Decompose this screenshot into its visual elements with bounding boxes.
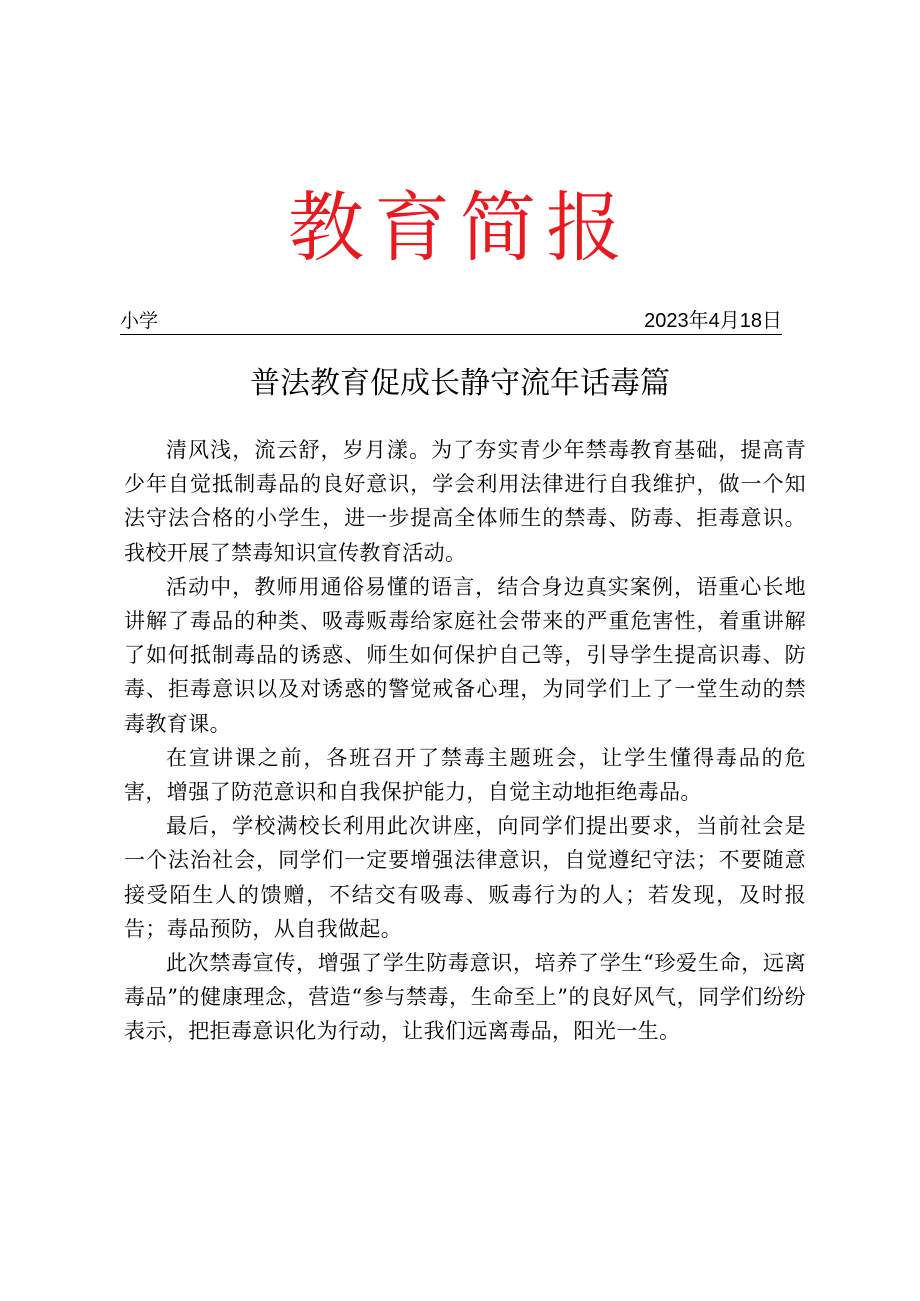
paragraph: 清风浅，流云舒，岁月漾。为了夯实青少年禁毒教育基础，提高青少年自觉抵制毒品的良好意识，学会利用法律进行自我维护，做一个知法守法合格的小学生，进一步提高全体师生的禁毒、防毒、拒毒意识。我校开展了禁毒知识宣传教育活动。	[124, 438, 806, 565]
paragraph: 此次禁毒宣传，增强了学生防毒意识，培养了学生“珍爱生命，远离毒品”的健康理念，营造“参与禁毒，生命至上”的良好风气，同学们纷纷表示，把拒毒意识化为行动，让我们远离毒品，阳光一生。	[124, 951, 806, 1044]
masthead-title: 教育简报	[288, 183, 632, 272]
paragraph: 在宣讲课之前，各班召开了禁毒主题班会，让学生懂得毒品的危害，增强了防范意识和自我保护能力，自觉主动地拒绝毒品。	[124, 745, 806, 805]
article-body	[124, 433, 806, 1049]
paragraph: 活动中，教师用通俗易懂的语言，结合身边真实案例，语重心长地讲解了毒品的种类、吸毒贩毒给家庭社会带来的严重危害性，着重讲解了如何抵制毒品的诱惑、师生如何保护自己等，引导学生提高识毒、防毒、拒毒意识以及对诱惑的警觉戒备心理，为同学们上了一堂生动的禁毒教育课。	[124, 574, 806, 736]
article-title: 普法教育促成长静守流年话毒篇	[250, 366, 670, 401]
paragraph: 最后，学校满校长利用此次讲座，向同学们提出要求，当前社会是一个法治社会，同学们一定要增强法律意识，自觉遵纪守法；不要随意接受陌生人的馈赠，不结交有吸毒、贩毒行为的人；若发现，及时报告；毒品预防，从自我做起。	[124, 814, 806, 941]
meta-row	[120, 304, 782, 335]
issue-date: 2023年4月18日	[644, 310, 782, 332]
school-name: 小学	[120, 310, 159, 332]
